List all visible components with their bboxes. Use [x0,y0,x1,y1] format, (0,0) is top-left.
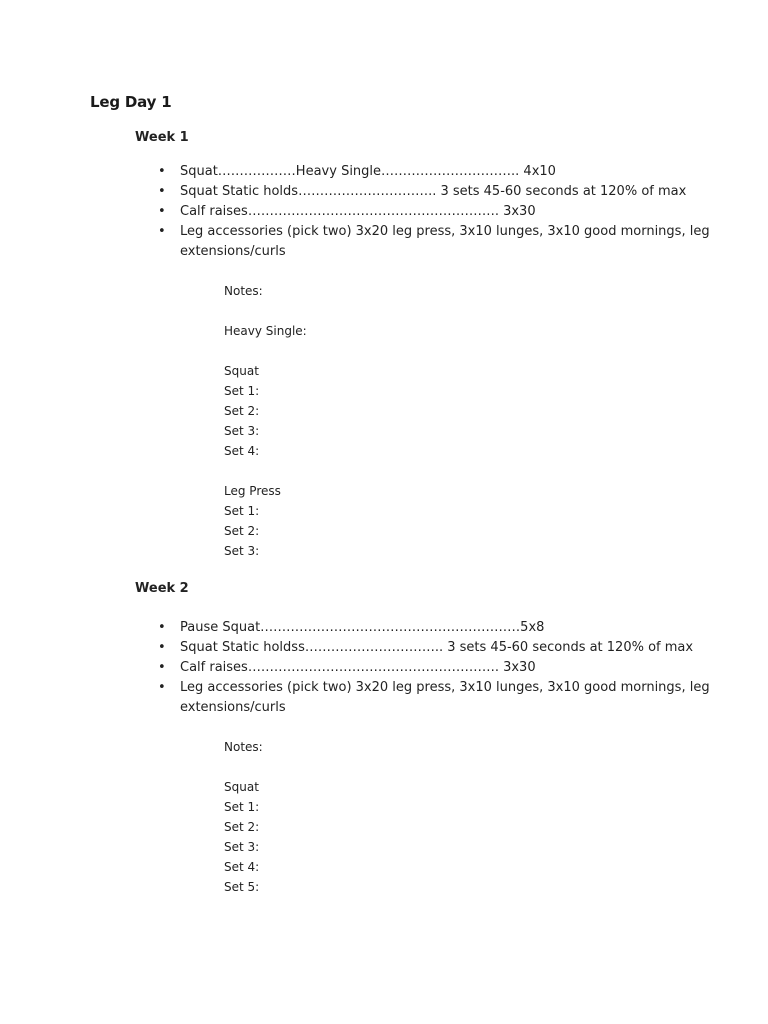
bullet-icon: • [158,184,166,199]
squat-set-line: Set 1: [224,800,260,814]
exercise-item [158,222,710,262]
exercise-text: Squat Static holds………………………….. 3 sets 45-60 seconds at 120% of max [180,184,687,199]
spacer [224,757,263,777]
bullet-icon: • [158,620,166,635]
bullet-icon: • [158,224,166,239]
exercise-text-continued: extensions/curls [180,244,286,259]
squat-set-line: Set 3: [224,424,260,438]
leg-press-set-line: Set 3: [224,544,260,558]
exercise-item [158,162,700,182]
leg-press-set-line: Set 1: [224,504,260,518]
leg-press-set-line: Set 2: [224,524,260,538]
document-title: Leg Day 1 [90,93,172,111]
leg-press-label: Leg Press [224,484,281,498]
spacer [224,461,307,481]
squat-label: Squat [224,780,259,794]
exercise-item [158,638,700,658]
exercise-item [158,618,700,638]
exercise-text: Leg accessories (pick two) 3x20 leg press, 3x10 lunges, 3x10 good mornings, leg [180,680,710,695]
bullet-icon: • [158,164,166,179]
spacer [224,301,307,321]
exercise-text-continued: extensions/curls [180,700,286,715]
bullet-icon: • [158,660,166,675]
bullet-icon: • [158,204,166,219]
exercise-item [158,678,710,718]
squat-label: Squat [224,364,259,378]
heavy-single-label: Heavy Single: [224,324,307,338]
bullet-icon: • [158,680,166,695]
squat-set-line: Set 4: [224,860,260,874]
week-2-heading: Week 2 [135,581,189,596]
exercise-item [158,182,700,202]
week-2-exercise-list [158,618,710,718]
week-1-notes [224,281,307,561]
squat-set-line: Set 2: [224,404,260,418]
week-2-notes [224,737,263,897]
notes-label: Notes: [224,284,263,298]
notes-label: Notes: [224,740,263,754]
week-1-heading: Week 1 [135,130,189,145]
exercise-text: Squat Static holdss………………………….. 3 sets 45-60 seconds at 120% of max [180,640,694,655]
bullet-icon: • [158,640,166,655]
squat-set-line: Set 4: [224,444,260,458]
week-1-exercise-list [158,162,710,262]
exercise-text: Calf raises…………………………………………………. 3x30 [180,660,536,675]
exercise-text: Calf raises…………………………………………………. 3x30 [180,204,536,219]
squat-set-line: Set 1: [224,384,260,398]
exercise-text: Pause Squat……………………………………………………5x8 [180,620,545,635]
squat-set-line: Set 2: [224,820,260,834]
squat-set-line: Set 3: [224,840,260,854]
exercise-item [158,202,700,222]
exercise-item [158,658,700,678]
exercise-text: Squat………………Heavy Single………………………….. 4x10 [180,164,556,179]
exercise-text: Leg accessories (pick two) 3x20 leg press, 3x10 lunges, 3x10 good mornings, leg [180,224,710,239]
spacer [224,341,307,361]
squat-set-line: Set 5: [224,880,260,894]
